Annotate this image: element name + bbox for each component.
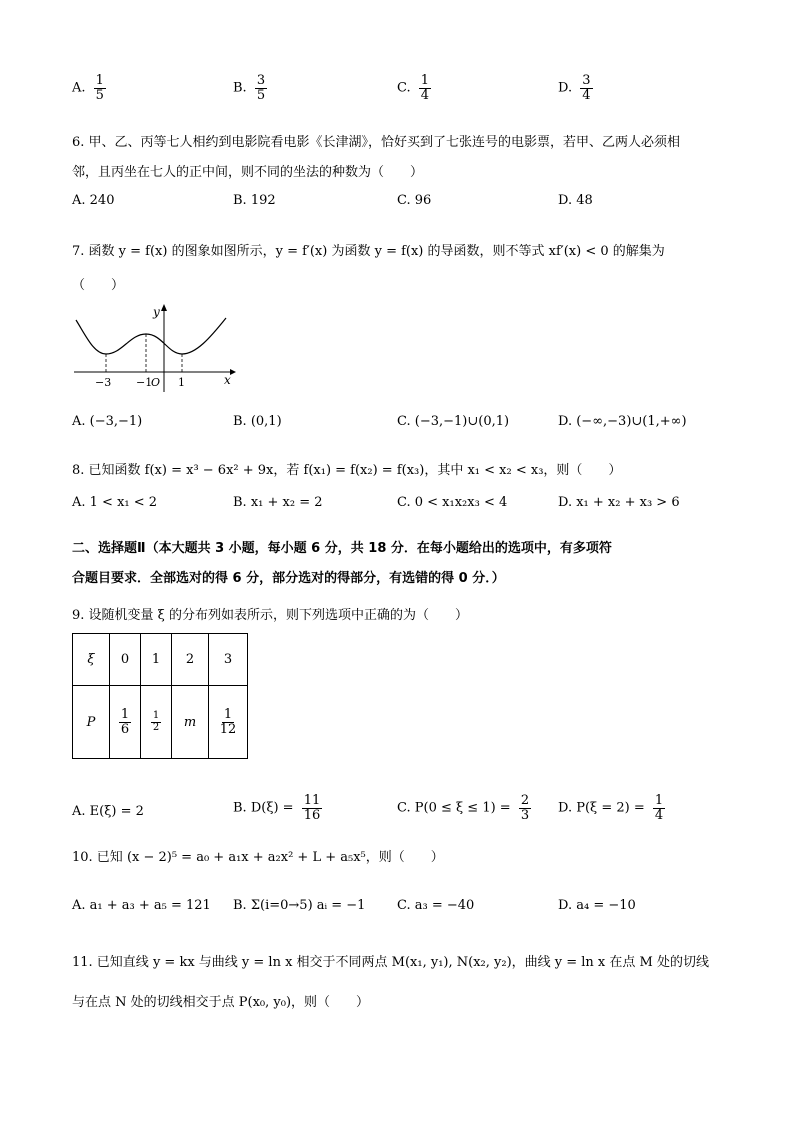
q10-option-b: B. Σ(i=0→5) aᵢ = −1 — [233, 898, 366, 913]
q10-option-d: D. a₄ = −10 — [558, 898, 636, 913]
q11-stem-line1: 11. 已知直线 y = kx 与曲线 y = ln x 相交于不同两点 M(x₁, y₁), N(x₂, y₂)，曲线 y = ln x 在点 M 处的切线 — [72, 955, 709, 970]
cell-p1: $\frac{1}{2}$ — [141, 686, 172, 759]
cell-1: 1 — [141, 634, 172, 686]
cell-p0: $\frac{1}{6}$ — [110, 686, 141, 759]
cell-2: 2 — [172, 634, 209, 686]
cell-p-label: P — [73, 686, 110, 759]
x-axis-arrow — [230, 369, 236, 375]
q8-option-b: B. x₁ + x₂ = 2 — [233, 495, 323, 510]
q9-option-d: D. P(ξ = 2) = $\frac{1}{4}$ — [558, 793, 664, 823]
q9-distribution-table — [72, 633, 248, 759]
q8-option-a: A. 1 < x₁ < 2 — [72, 495, 158, 510]
table-row-probabilities — [73, 686, 248, 759]
q8-option-d: D. x₁ + x₂ + x₃ > 6 — [558, 495, 680, 510]
cell-xi: ξ — [73, 634, 110, 686]
q6-option-d: D. 48 — [558, 193, 593, 208]
q7-option-d: D. (−∞,−3)∪(1,+∞) — [558, 414, 687, 429]
q7-option-c: C. (−3,−1)∪(0,1) — [397, 414, 510, 429]
section2-header-line2: 合题目要求．全部选对的得 6 分，部分选对的得部分，有选错的得 0 分．） — [72, 571, 505, 586]
q5-option-a: A. $\frac{1}{5}$ — [72, 73, 104, 103]
q6-option-a: A. 240 — [72, 193, 115, 208]
y-axis-arrow — [161, 304, 167, 311]
q7-stem-line2: （ ） — [72, 278, 125, 293]
q8-option-c: C. 0 < x₁x₂x₃ < 4 — [397, 495, 508, 510]
cell-p3: $\frac{1}{12}$ — [209, 686, 248, 759]
q9-option-c: C. P(0 ≤ ξ ≤ 1) = $\frac{2}{3}$ — [397, 793, 530, 823]
q5-option-d: D. $\frac{3}{4}$ — [558, 73, 591, 103]
q11-stem-line2: 与在点 N 处的切线相交于点 P(x₀, y₀)，则（ ） — [72, 995, 370, 1010]
cell-0: 0 — [110, 634, 141, 686]
y-axis-label: y — [153, 305, 160, 319]
q7-function-graph — [70, 302, 240, 394]
tick-1: 1 — [178, 376, 185, 389]
q5-option-c: C. $\frac{1}{4}$ — [397, 73, 430, 103]
table-row-values — [73, 634, 248, 686]
q10-stem: 10. 已知 (x − 2)⁵ = a₀ + a₁x + a₂x² + L + a₅x⁵，则（ ） — [72, 850, 444, 865]
cell-p2: m — [172, 686, 209, 759]
origin-label: O — [151, 376, 161, 389]
q7-stem-line1: 7. 函数 y = f(x) 的图象如图所示，y = f′(x) 为函数 y = f(x) 的导函数，则不等式 xf′(x) < 0 的解集为 — [72, 244, 665, 259]
tick-minus3: −3 — [95, 376, 112, 389]
section2-header-line1: 二、选择题Ⅱ（本大题共 3 小题，每小题 6 分，共 18 分．在每小题给出的选项中，有多项符 — [72, 541, 612, 556]
q8-stem: 8. 已知函数 f(x) = x³ − 6x² + 9x，若 f(x₁) = f(x₂) = f(x₃)，其中 x₁ < x₂ < x₃，则（ ） — [72, 463, 622, 478]
q6-option-c: C. 96 — [397, 193, 432, 208]
q9-option-a: A. E(ξ) = 2 — [72, 804, 144, 819]
q6-stem-line2: 邻，且丙坐在七人的正中间，则不同的坐法的种数为（ ） — [72, 165, 424, 180]
q10-option-a: A. a₁ + a₃ + a₅ = 121 — [72, 898, 211, 913]
q7-option-a: A. (−3,−1) — [72, 414, 143, 429]
tick-minus1: −1 — [136, 376, 153, 389]
x-axis-label: x — [224, 373, 231, 387]
q5-option-b: B. $\frac{3}{5}$ — [233, 73, 266, 103]
q9-stem: 9. 设随机变量 ξ 的分布列如表所示，则下列选项中正确的为（ ） — [72, 608, 468, 623]
q9-option-b: B. D(ξ) = $\frac{11}{16}$ — [233, 793, 321, 823]
q6-stem-line1: 6. 甲、乙、丙等七人相约到电影院看电影《长津湖》，恰好买到了七张连号的电影票，若甲、乙两人必须相 — [72, 135, 681, 150]
function-curve — [76, 318, 226, 354]
q7-option-b: B. (0,1) — [233, 414, 282, 429]
q6-option-b: B. 192 — [233, 193, 276, 208]
cell-3: 3 — [209, 634, 248, 686]
q10-option-c: C. a₃ = −40 — [397, 898, 475, 913]
